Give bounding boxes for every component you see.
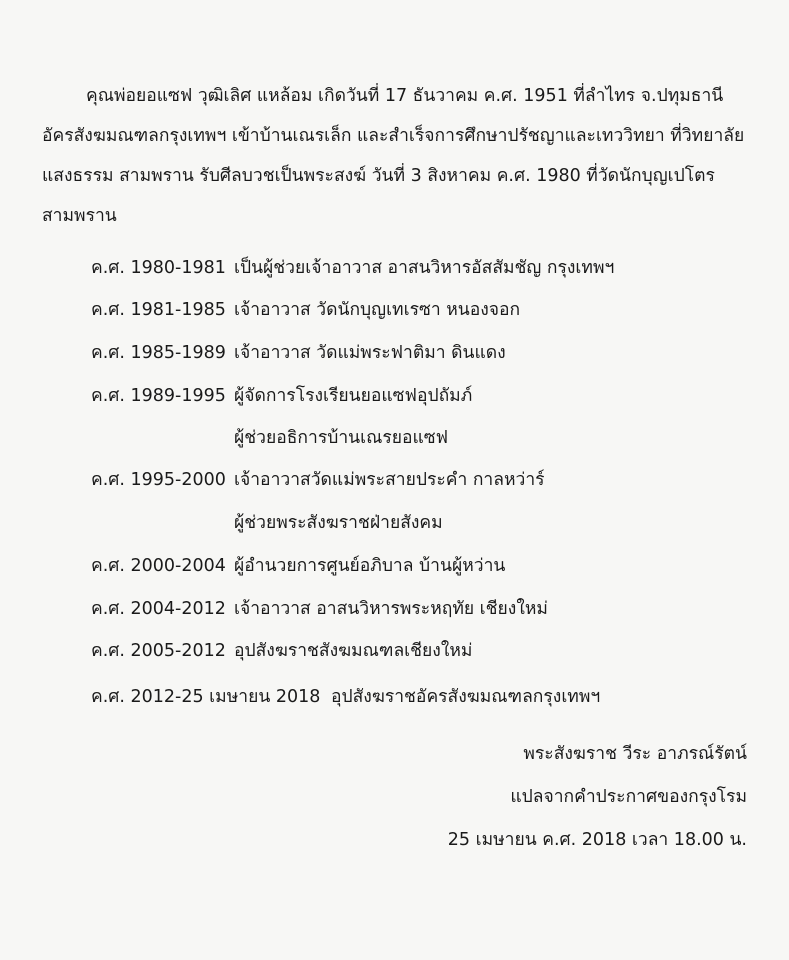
timeline-row <box>0 381 789 411</box>
timeline-year: ค.ศ. 1985-1989 <box>91 343 226 363</box>
timeline-description: เจ้าอาวาส วัดแม่พระฟาติมา ดินแดง <box>234 343 506 363</box>
signature-block <box>448 733 747 862</box>
timeline-year: ค.ศ. 1995-2000 <box>91 470 226 490</box>
timeline-description: ผู้ช่วยอธิการบ้านเณรยอแซฟ <box>234 428 449 448</box>
announcement-date: 25 เมษายน ค.ศ. 2018 เวลา 18.00 น. <box>447 830 747 850</box>
timeline-row <box>0 682 789 712</box>
timeline-row <box>0 338 789 368</box>
timeline-year: ค.ศ. 2012-25 เมษายน 2018 <box>91 687 321 707</box>
timeline-year: ค.ศ. 2004-2012 <box>91 599 226 619</box>
timeline-row <box>0 465 789 495</box>
signatory-name: พระสังฆราช วีระ อาภรณ์รัตน์ <box>523 744 747 764</box>
timeline-year: ค.ศ. 2005-2012 <box>91 641 226 661</box>
timeline-description: อุปสังฆราชอัครสังฆมณฑลกรุงเทพฯ <box>331 687 601 707</box>
timeline-description: เจ้าอาวาสวัดแม่พระสายประคำ กาลหว่าร์ <box>234 470 545 490</box>
timeline-year: ค.ศ. 1980-1981 <box>91 258 226 278</box>
timeline-row <box>0 423 789 453</box>
intro-line: แสงธรรม สามพราน รับศีลบวชเป็นพระสงฆ์ วันที่ 3 สิงหาคม ค.ศ. 1980 ที่วัดนักบุญเปโตร <box>42 166 715 186</box>
timeline-row <box>0 253 789 283</box>
translation-note: แปลจากคำประกาศของกรุงโรม <box>510 787 747 807</box>
timeline-description: ผู้จัดการโรงเรียนยอแซฟอุปถัมภ์ <box>234 386 473 406</box>
intro-line: สามพราน <box>42 206 117 226</box>
timeline-description: ผู้ช่วยพระสังฆราชฝ่ายสังคม <box>234 513 443 533</box>
timeline-year: ค.ศ. 1989-1995 <box>91 386 226 406</box>
timeline-description: เป็นผู้ช่วยเจ้าอาวาส อาสนวิหารอัสสัมชัญ กรุงเทพฯ <box>234 258 615 278</box>
timeline-row <box>0 551 789 581</box>
timeline-description: เจ้าอาวาส วัดนักบุญเทเรซา หนองจอก <box>234 300 521 320</box>
timeline-description: อุปสังฆราชสังฆมณฑลเชียงใหม่ <box>234 641 473 661</box>
timeline-description: ผู้อำนวยการศูนย์อภิบาล บ้านผู้หว่าน <box>234 556 506 576</box>
intro-line: คุณพ่อยอแซฟ วุฒิเลิศ แหล้อม เกิดวันที่ 17 ธันวาคม ค.ศ. 1951 ที่ลำไทร จ.ปทุมธานี <box>86 86 724 106</box>
timeline-year: ค.ศ. 2000-2004 <box>91 556 226 576</box>
intro-paragraph <box>42 76 754 236</box>
timeline-year: ค.ศ. 1981-1985 <box>91 300 226 320</box>
timeline-row <box>0 295 789 325</box>
timeline-row <box>0 508 789 538</box>
intro-line: อัครสังฆมณฑลกรุงเทพฯ เข้าบ้านเณรเล็ก และสำเร็จการศึกษาปรัชญาและเทววิทยา ที่วิทยาลัย <box>42 126 745 146</box>
timeline-row <box>0 594 789 624</box>
timeline-description: เจ้าอาวาส อาสนวิหารพระหฤทัย เชียงใหม่ <box>234 599 548 619</box>
timeline-row <box>0 636 789 666</box>
